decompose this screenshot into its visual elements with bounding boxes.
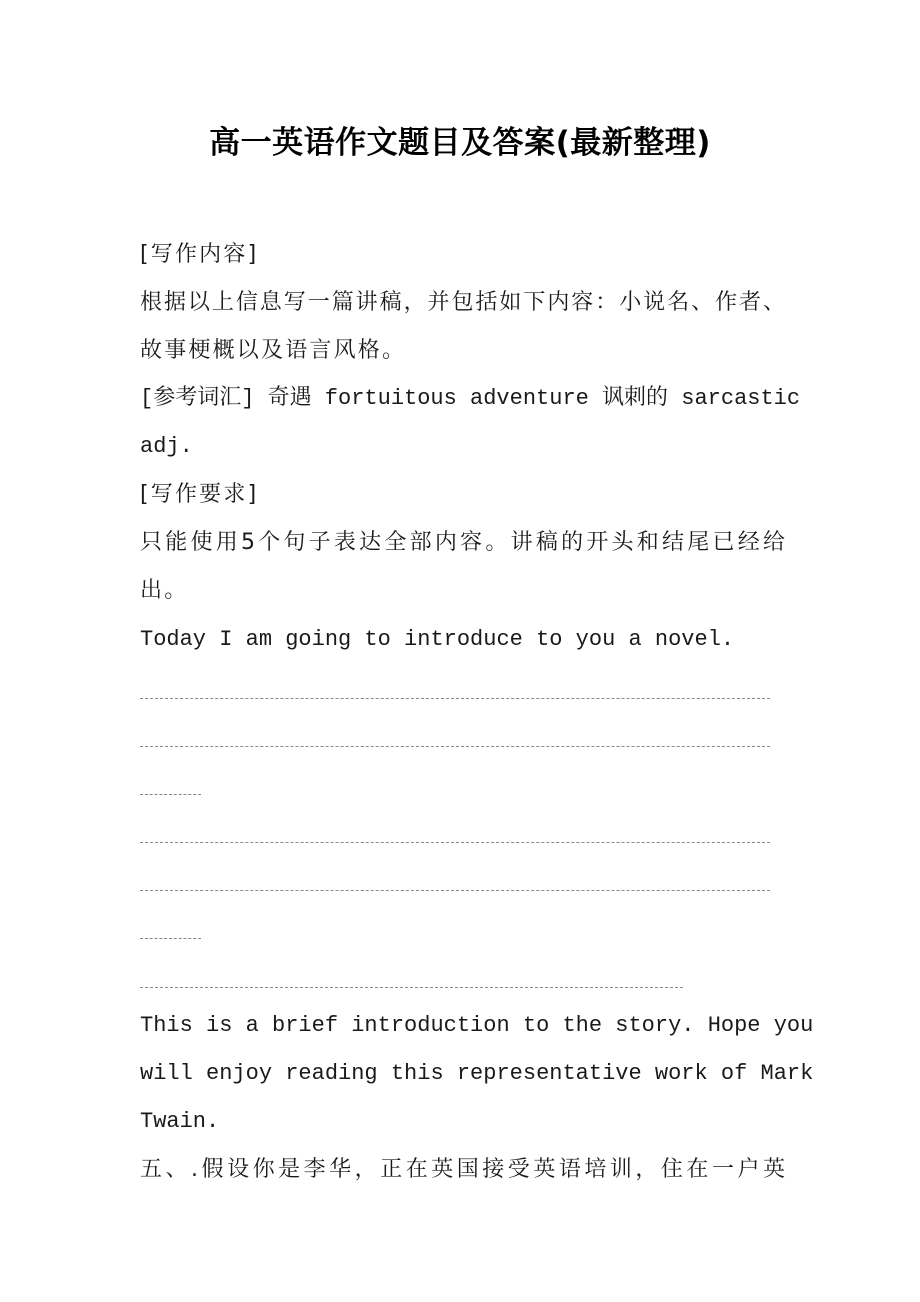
answer-blank-line-3 [140,794,201,795]
closing-line-2: will enjoy reading this representative work of Mark [140,1061,814,1086]
answer-blank-line-1 [140,698,770,699]
answer-blank-line-2 [140,746,770,747]
closing-line-3: Twain. [140,1109,220,1134]
content-body-line-1: 根据以上信息写一篇讲稿，并包括如下内容：小说名、作者、 [140,290,785,315]
next-question-line-1: 五、.假设你是李华，正在英国接受英语培训，住在一户英 [140,1157,785,1182]
answer-blank-line-6 [140,938,201,939]
document-title: 高一英语作文题目及答案(最新整理) [209,125,711,161]
opening-sentence: Today I am going to introduce to you a novel. [140,627,735,652]
answer-blank-line-5 [140,890,770,891]
vocabulary-line-1 [140,375,801,423]
requirements-heading: [写作要求] [140,482,259,507]
content-heading: [写作内容] [140,242,259,267]
requirements-line-2: 出。 [140,578,189,603]
vocabulary-line-2: adj. [140,434,193,459]
content-body-line-2: 故事梗概以及语言风格。 [140,338,407,363]
closing-line-1: This is a brief introduction to the story. Hope you [140,1013,814,1038]
answer-blank-line-7 [140,987,683,988]
vocabulary-text: [参考词汇] 奇遇 fortuitous adventure 讽刺的 sarcastic [140,386,801,411]
answer-blank-line-4 [140,842,770,843]
requirements-line-1: 只能使用5个句子表达全部内容。讲稿的开头和结尾已经给 [140,530,785,555]
